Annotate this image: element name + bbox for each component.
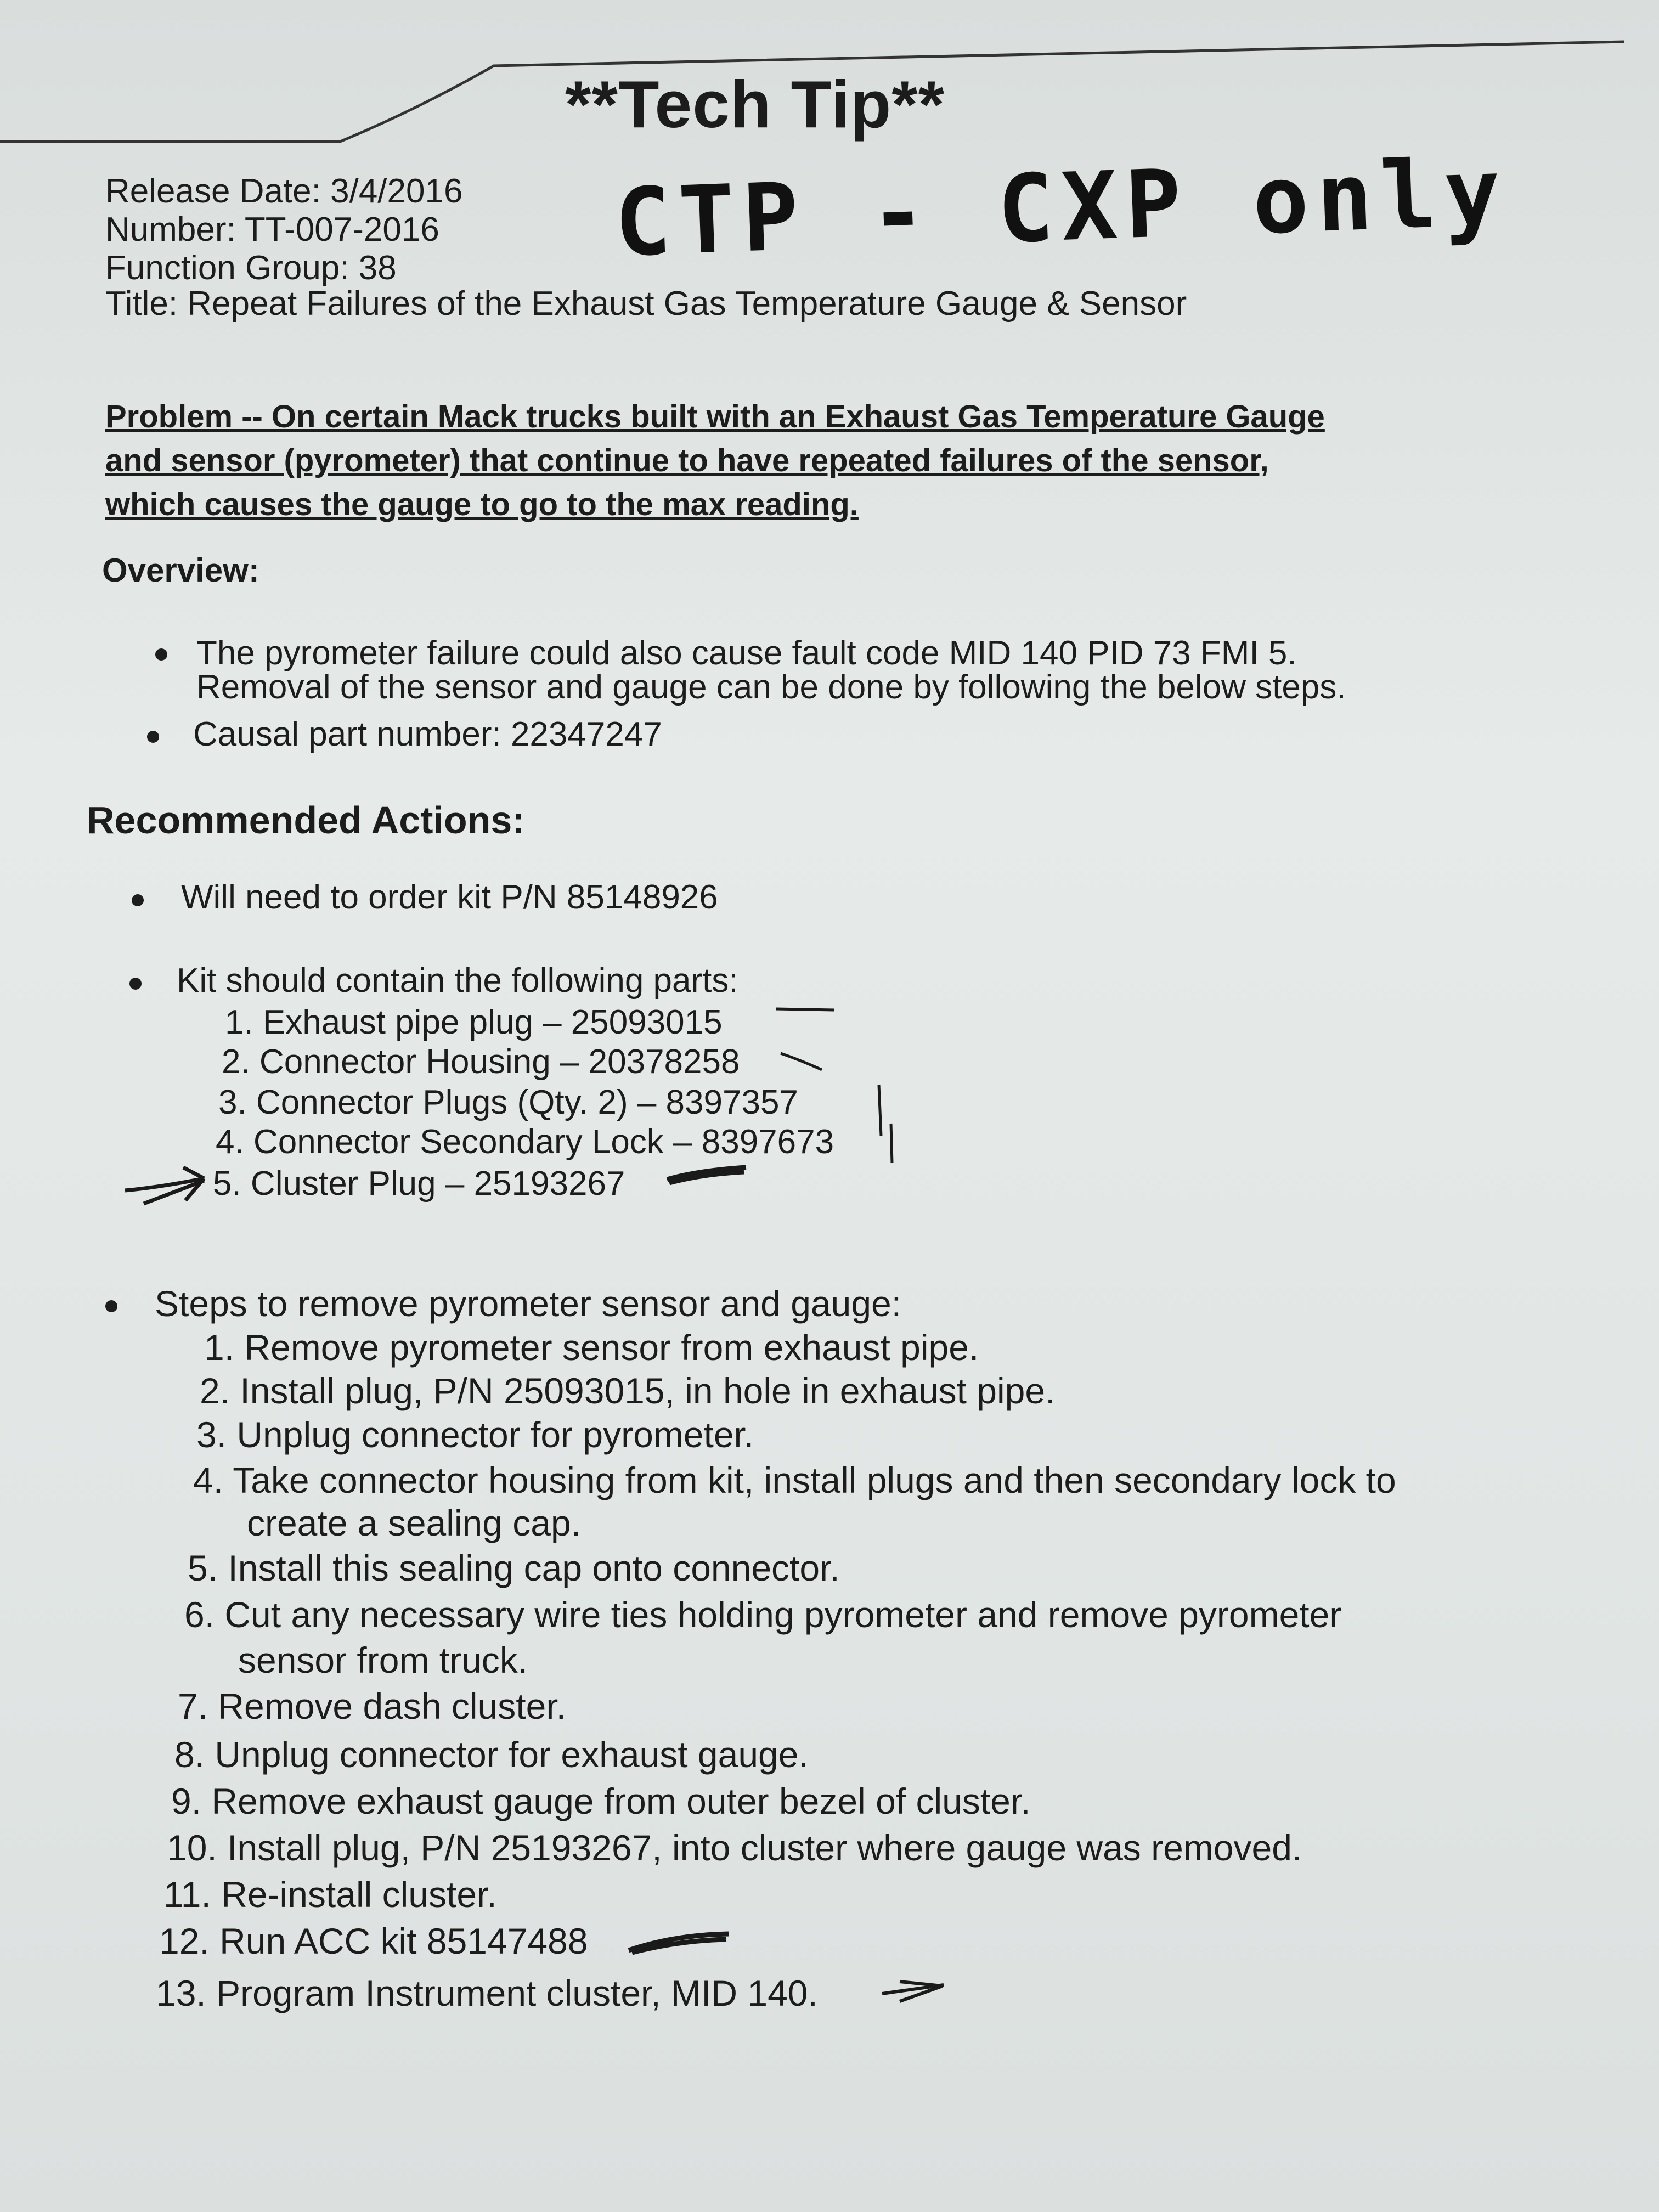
step-item: 5. Install this sealing cap onto connector. xyxy=(188,1548,840,1588)
kit-part-item-cluster-plug: 5. Cluster Plug – 25193267 xyxy=(213,1165,625,1203)
bullet-dot xyxy=(105,1300,117,1312)
kit-contents-intro: Kit should contain the following parts: xyxy=(177,962,738,1000)
pen-mark-dash-part2 xyxy=(778,1048,827,1075)
step-item-continued: create a sealing cap. xyxy=(247,1503,582,1543)
step-item: 1. Remove pyrometer sensor from exhaust pipe. xyxy=(204,1327,979,1368)
pen-scribble-acc-kit xyxy=(624,1928,734,1961)
document-title: **Tech Tip** xyxy=(565,67,945,142)
step-item: 10. Install plug, P/N 25193267, into cluster where gauge was removed. xyxy=(167,1827,1302,1868)
bullet-dot xyxy=(129,978,142,990)
step-item: 9. Remove exhaust gauge from outer bezel of cluster. xyxy=(171,1781,1031,1821)
step-item-continued: sensor from truck. xyxy=(238,1640,528,1680)
problem-statement xyxy=(105,395,1422,527)
pen-mark-dash-part1 xyxy=(774,1001,839,1018)
step-item: 11. Re-install cluster. xyxy=(163,1874,497,1915)
bullet-dot xyxy=(155,648,167,661)
step-item: 6. Cut any necessary wire ties holding pyrometer and remove pyrometer xyxy=(184,1594,1342,1635)
function-group: Function Group: 38 xyxy=(105,249,397,287)
step-item: 8. Unplug connector for exhaust gauge. xyxy=(174,1734,809,1775)
document-number: Number: TT-007-2016 xyxy=(105,211,439,249)
arrow-icon xyxy=(122,1162,210,1211)
step-item: 4. Take connector housing from kit, install plugs and then secondary lock to xyxy=(193,1460,1396,1500)
bullet-dot xyxy=(132,894,144,906)
release-date: Release Date: 3/4/2016 xyxy=(105,172,463,210)
step-item: 7. Remove dash cluster. xyxy=(178,1686,567,1726)
problem-line: Problem -- On certain Mack trucks built with an Exhaust Gas Temperature Gauge xyxy=(105,399,1325,435)
bullet-dot xyxy=(147,731,159,743)
recommended-actions-heading: Recommended Actions: xyxy=(87,799,525,842)
pen-mark-tick-part4 xyxy=(884,1119,901,1169)
arrow-icon xyxy=(878,1974,949,2007)
pen-scribble-cluster-plug xyxy=(664,1163,752,1190)
step-item: 12. Run ACC kit 85147488 xyxy=(159,1921,588,1961)
kit-part-item: 1. Exhaust pipe plug – 25093015 xyxy=(225,1003,723,1041)
kit-order-line: Will need to order kit P/N 85148926 xyxy=(181,878,718,916)
kit-part-item: 4. Connector Secondary Lock – 8397673 xyxy=(216,1123,834,1161)
step-item: 2. Install plug, P/N 25093015, in hole in exhaust pipe. xyxy=(200,1370,1056,1411)
handwritten-note: CTP - CXP only xyxy=(613,138,1510,278)
problem-line: and sensor (pyrometer) that continue to have repeated failures of the sensor, xyxy=(105,443,1269,478)
step-item: 13. Program Instrument cluster, MID 140. xyxy=(156,1973,818,2013)
document-subject: Title: Repeat Failures of the Exhaust Gas Temperature Gauge & Sensor xyxy=(105,285,1187,323)
step-item: 3. Unplug connector for pyrometer. xyxy=(196,1414,754,1455)
steps-intro: Steps to remove pyrometer sensor and gauge: xyxy=(155,1283,902,1324)
kit-part-item: 2. Connector Housing – 20378258 xyxy=(222,1043,740,1081)
overview-bullet: Causal part number: 22347247 xyxy=(193,715,662,753)
problem-line: which causes the gauge to go to the max reading. xyxy=(105,487,859,522)
overview-bullet: The pyrometer failure could also cause fault code MID 140 PID 73 FMI 5. xyxy=(196,634,1297,672)
kit-part-item: 3. Connector Plugs (Qty. 2) – 8397357 xyxy=(218,1084,798,1121)
overview-heading: Overview: xyxy=(102,552,259,589)
overview-bullet-continued: Removal of the sensor and gauge can be done by following the below steps. xyxy=(196,668,1346,706)
